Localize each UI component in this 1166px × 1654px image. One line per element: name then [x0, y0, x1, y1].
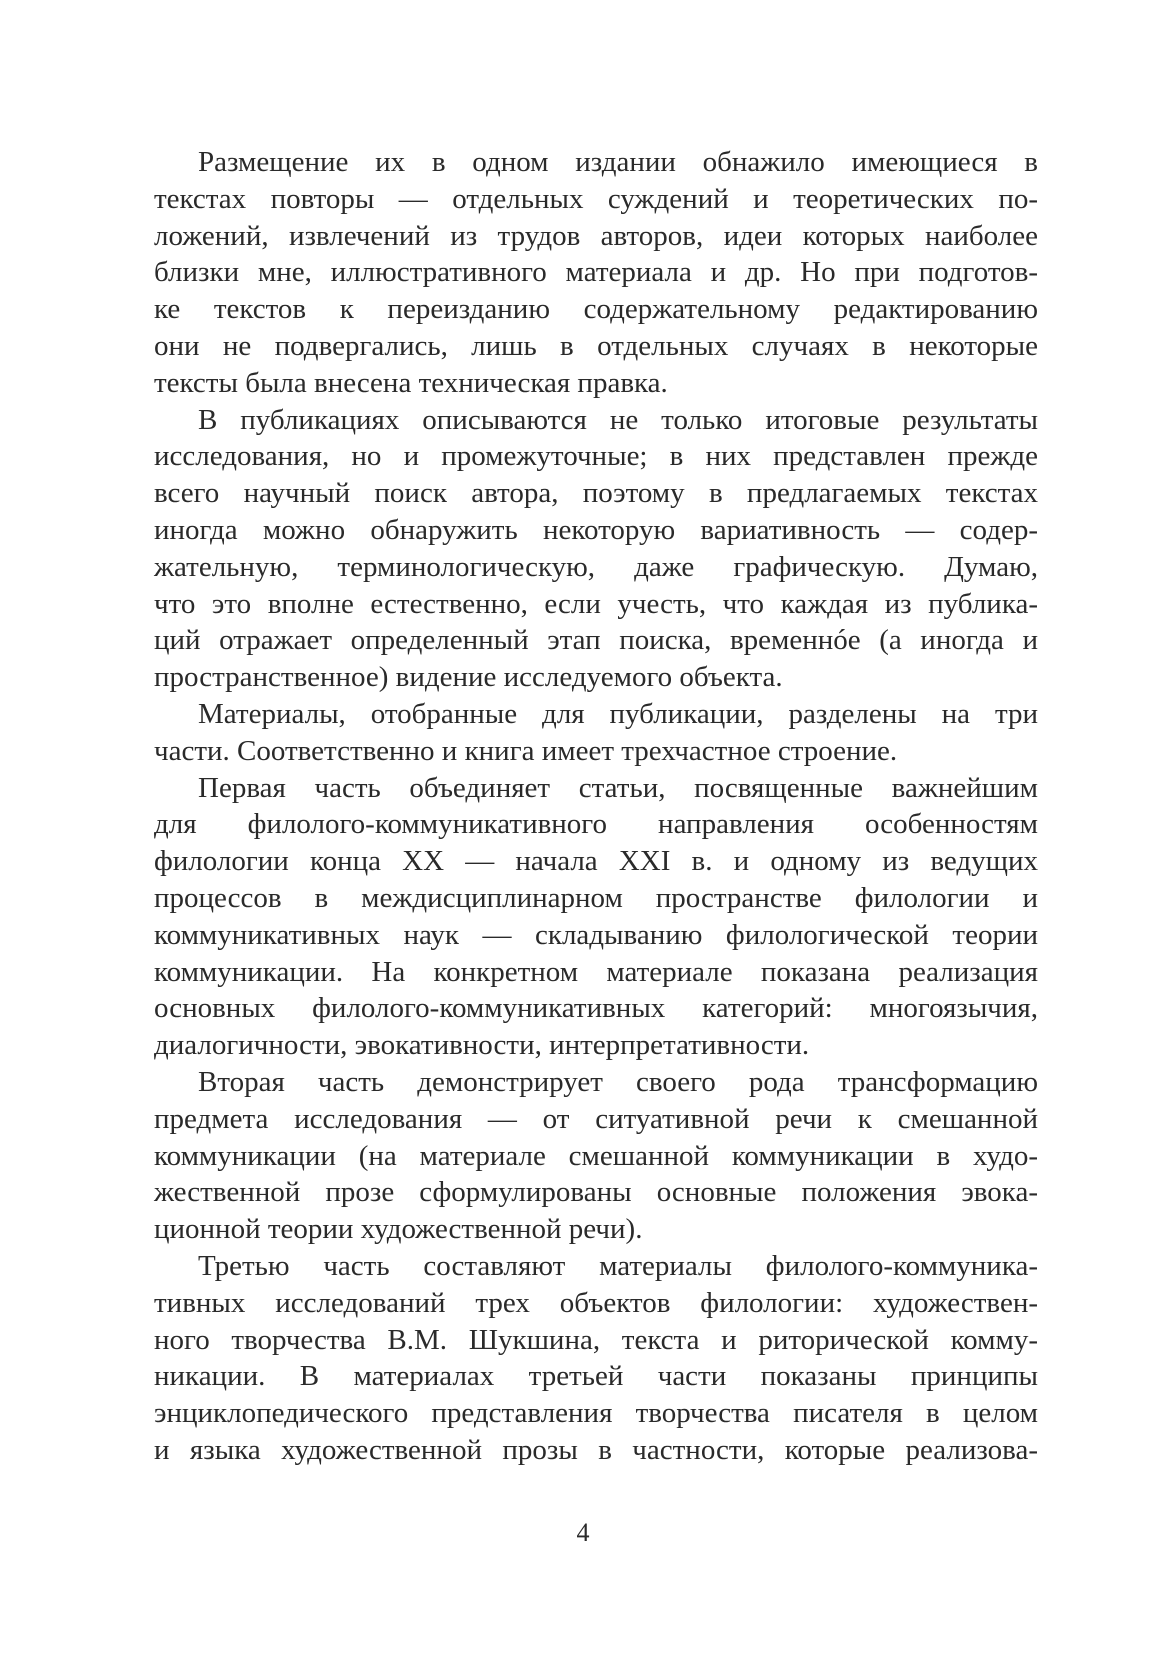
- text-line: энциклопедического представления творчества писателя в целом: [154, 1397, 1038, 1430]
- text-line: что это вполне естественно, если учесть, что каждая из публика-: [154, 587, 1038, 620]
- text-line: ке текстов к переизданию содержательному редактированию: [154, 293, 1038, 326]
- text-line: ций отражает определенный этап поиска, временнóе (а иногда и: [154, 624, 1038, 657]
- text-line: всего научный поиск автора, поэтому в предлагаемых текстах: [154, 477, 1038, 510]
- text-line: пространственное) видение исследуемого объекта.: [154, 661, 783, 694]
- text-line: тивных исследований трех объектов филологии: художествен-: [154, 1286, 1038, 1319]
- text-line: и языка художественной прозы в частности, которые реализова-: [154, 1433, 1038, 1466]
- paragraph: [154, 1248, 1038, 1469]
- text-line: коммуникативных наук — складыванию филологической теории: [154, 918, 1038, 951]
- paragraph: [154, 1064, 1038, 1248]
- text-line: они не подвергались, лишь в отдельных случаях в некоторые: [154, 329, 1038, 362]
- text-line: части. Соответственно и книга имеет трехчастное строение.: [154, 734, 898, 767]
- paragraph: [154, 402, 1038, 696]
- text-line: текстах повторы — отдельных суждений и теоретических по-: [154, 182, 1038, 215]
- text-line: иногда можно обнаружить некоторую вариативность — содер-: [154, 513, 1038, 546]
- text-line: исследования, но и промежуточные; в них представлен прежде: [154, 440, 1038, 473]
- text-line: никации. В материалах третьей части показаны принципы: [154, 1360, 1038, 1393]
- text-line: процессов в междисциплинарном пространстве филологии и: [154, 881, 1038, 914]
- text-line: Третью часть составляют материалы филолого-коммуника-: [198, 1249, 1038, 1282]
- text-line: ного творчества В.М. Шукшина, текста и риторической комму-: [154, 1323, 1038, 1356]
- text-line: коммуникации (на материале смешанной коммуникации в худо-: [154, 1139, 1038, 1172]
- text-line: Первая часть объединяет статьи, посвященные важнейшим: [198, 771, 1038, 804]
- text-line: близки мне, иллюстративного материала и др. Но при подготов-: [154, 256, 1038, 289]
- body-text: [154, 144, 1038, 1469]
- text-line: Материалы, отобранные для публикации, разделены на три: [198, 697, 1038, 730]
- text-line: основных филолого-коммуникативных категорий: многоязычия,: [154, 992, 1038, 1025]
- text-line: Размещение их в одном издании обнажило имеющиеся в: [198, 146, 1038, 178]
- text-line: филологии конца XX — начала XXI в. и одному из ведущих: [154, 845, 1038, 878]
- text-line: диалогичности, эвокативности, интерпретативности.: [154, 1029, 810, 1062]
- text-line: ционной теории художественной речи).: [154, 1213, 643, 1246]
- text-line: жественной прозе сформулированы основные положения эвока-: [154, 1176, 1038, 1209]
- text-line: для филолого-коммуникативного направления особенностям: [154, 808, 1038, 841]
- text-line: Вторая часть демонстрирует своего рода трансформацию: [198, 1065, 1038, 1098]
- text-line: тексты была внесена техническая правка.: [154, 366, 668, 399]
- paragraph: [154, 144, 1038, 402]
- text-line: ложений, извлечений из трудов авторов, идеи которых наиболее: [154, 219, 1038, 252]
- text-line: жательную, терминологическую, даже графическую. Думаю,: [154, 550, 1038, 583]
- text-line: коммуникации. На конкретном материале показана реализация: [154, 955, 1038, 988]
- paragraph: [154, 696, 1038, 770]
- page-number: 4: [576, 1518, 590, 1547]
- paragraph: [154, 770, 1038, 1064]
- text-line: В публикациях описываются не только итоговые результаты: [198, 403, 1038, 436]
- text-line: предмета исследования — от ситуативной речи к смешанной: [154, 1102, 1038, 1135]
